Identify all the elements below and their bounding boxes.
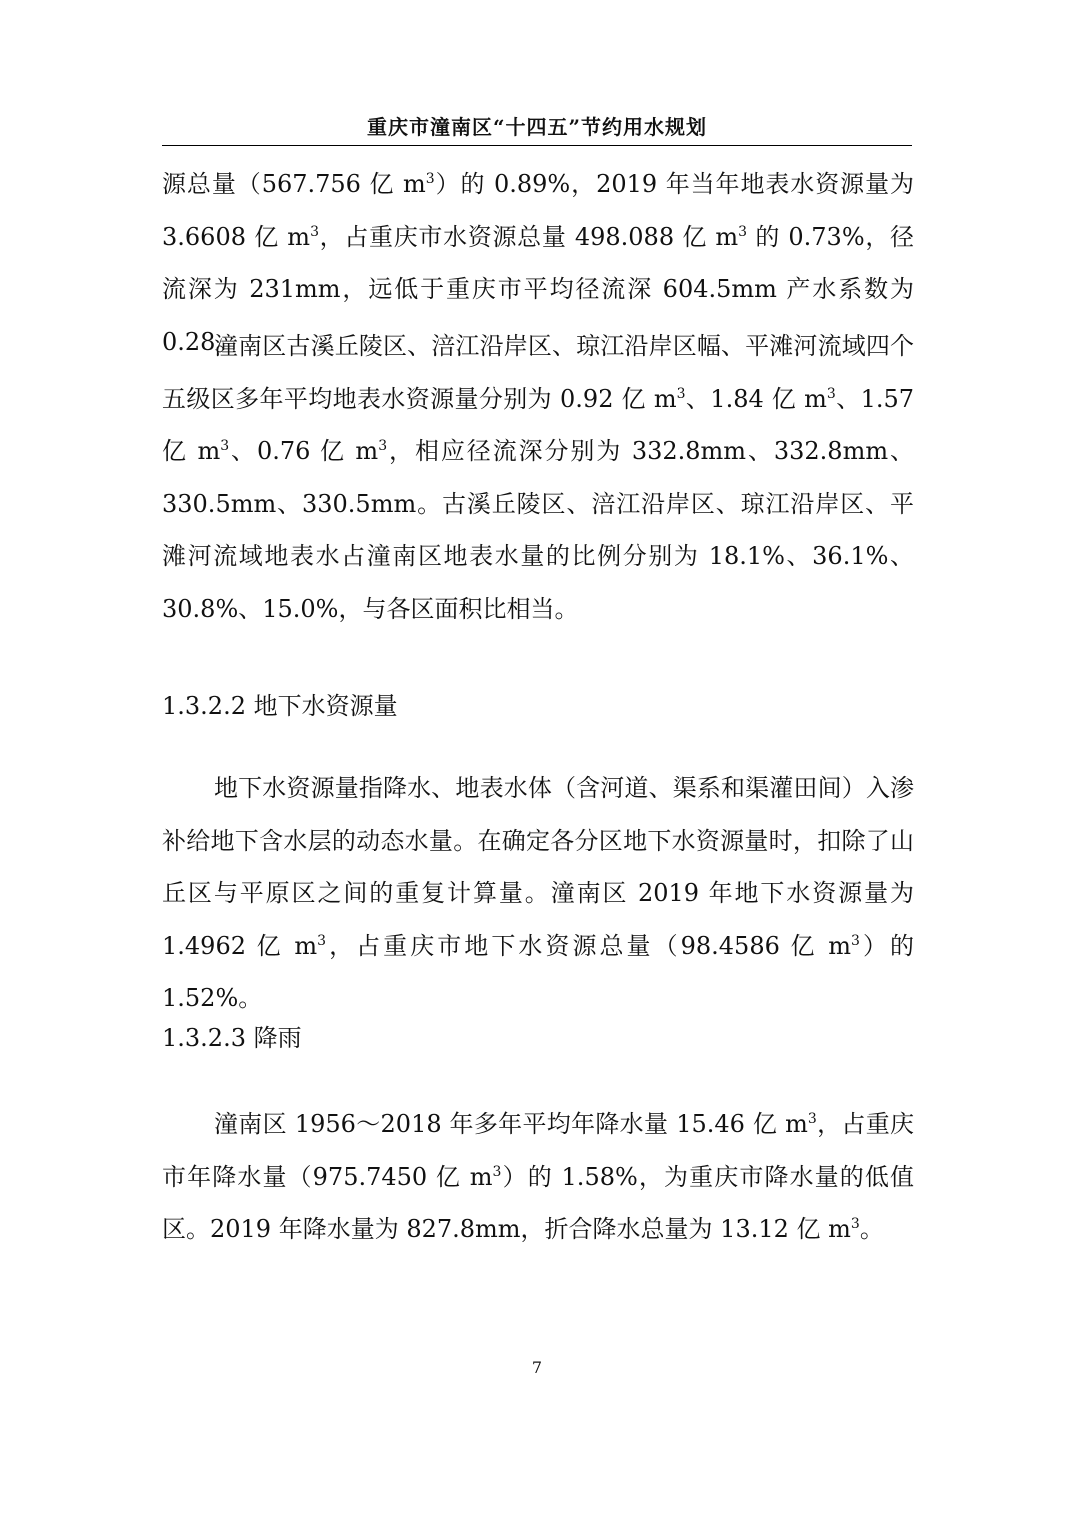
text-run: 地下水资源量指降水、地表水体（含河道、渠系和渠灌田间）入渗补给地下含水层的动态水量。在确定各分区地下水资源量时，扣除了山丘区与平原区之间的重复计算量。潼南区 2019 年地下水资源量为 1.4962 亿 m xyxy=(162,774,914,960)
paragraph-subregion-surface-water xyxy=(162,320,914,635)
superscript: 3 xyxy=(378,438,388,454)
text-run: 潼南区古溪丘陵区、涪江沿岸区、琼江沿岸区幅、平滩河流域四个五级区多年平均地表水资源量分别为 0.92 亿 m xyxy=(162,332,914,413)
superscript: 3 xyxy=(850,1216,860,1232)
text-run: ，占重庆市水资源总量 498.088 亿 m xyxy=(318,222,739,251)
text-run: 源总量（567.756 亿 m xyxy=(162,170,426,198)
paragraph-groundwater xyxy=(162,762,914,1025)
text-run: 。 xyxy=(859,1215,884,1243)
text-run: ，相应径流深分别为 332.8mm、332.8mm、330.5mm、330.5mm。古溪丘陵区、涪江沿岸区、琼江沿岸区、平滩河流域地表水占潼南区地表水量的比例分别为 18.1%、36.1%、30.8%、15.0%，与各区面积比相当。 xyxy=(162,437,915,623)
text-run: ，占重庆市年降水量（975.7450 亿 m xyxy=(162,1110,914,1191)
text-run: ，占重庆市地下水资源总量（98.4586 亿 m xyxy=(326,931,851,960)
superscript: 3 xyxy=(826,385,836,402)
text-run: 潼南区 1956～2018 年多年平均年降水量 15.46 亿 m xyxy=(214,1110,808,1138)
text-run: 、1.57 亿 m xyxy=(162,384,915,465)
superscript: 3 xyxy=(738,223,748,240)
header-rule xyxy=(162,145,912,146)
text-run: 、0.76 亿 m xyxy=(229,437,379,465)
superscript: 3 xyxy=(317,932,327,949)
section-heading-rainfall: 1.3.2.3 降雨 xyxy=(162,1024,302,1052)
superscript: 3 xyxy=(676,385,686,402)
text-run: 的 0.73%，径流深为 231mm，远低于重庆市平均径流深 604.5mm 产水系数为 0.28。 xyxy=(162,222,915,356)
text-run: ）的 0.89%，2019 年当年地表水资源量为 3.6608 亿 m xyxy=(162,170,915,251)
text-run: ）的 1.52%。 xyxy=(162,931,915,1012)
text-run: ）的 1.58%，为重庆市降水量的低值区。2019 年降水量为 827.8mm，折合降水总量为 13.12 亿 m xyxy=(162,1162,915,1243)
superscript: 3 xyxy=(807,1111,817,1127)
superscript: 3 xyxy=(220,438,230,454)
page-number: 7 xyxy=(531,1358,543,1377)
paragraph-rainfall xyxy=(162,1098,914,1256)
superscript: 3 xyxy=(425,171,435,187)
superscript: 3 xyxy=(851,932,860,949)
section-heading-groundwater: 1.3.2.2 地下水资源量 xyxy=(162,692,398,720)
text-run: 、1.84 亿 m xyxy=(685,384,827,413)
superscript: 3 xyxy=(310,223,319,240)
running-header: 重庆市潼南区“十四五”节约用水规划 xyxy=(366,115,707,139)
superscript: 3 xyxy=(492,1163,502,1180)
